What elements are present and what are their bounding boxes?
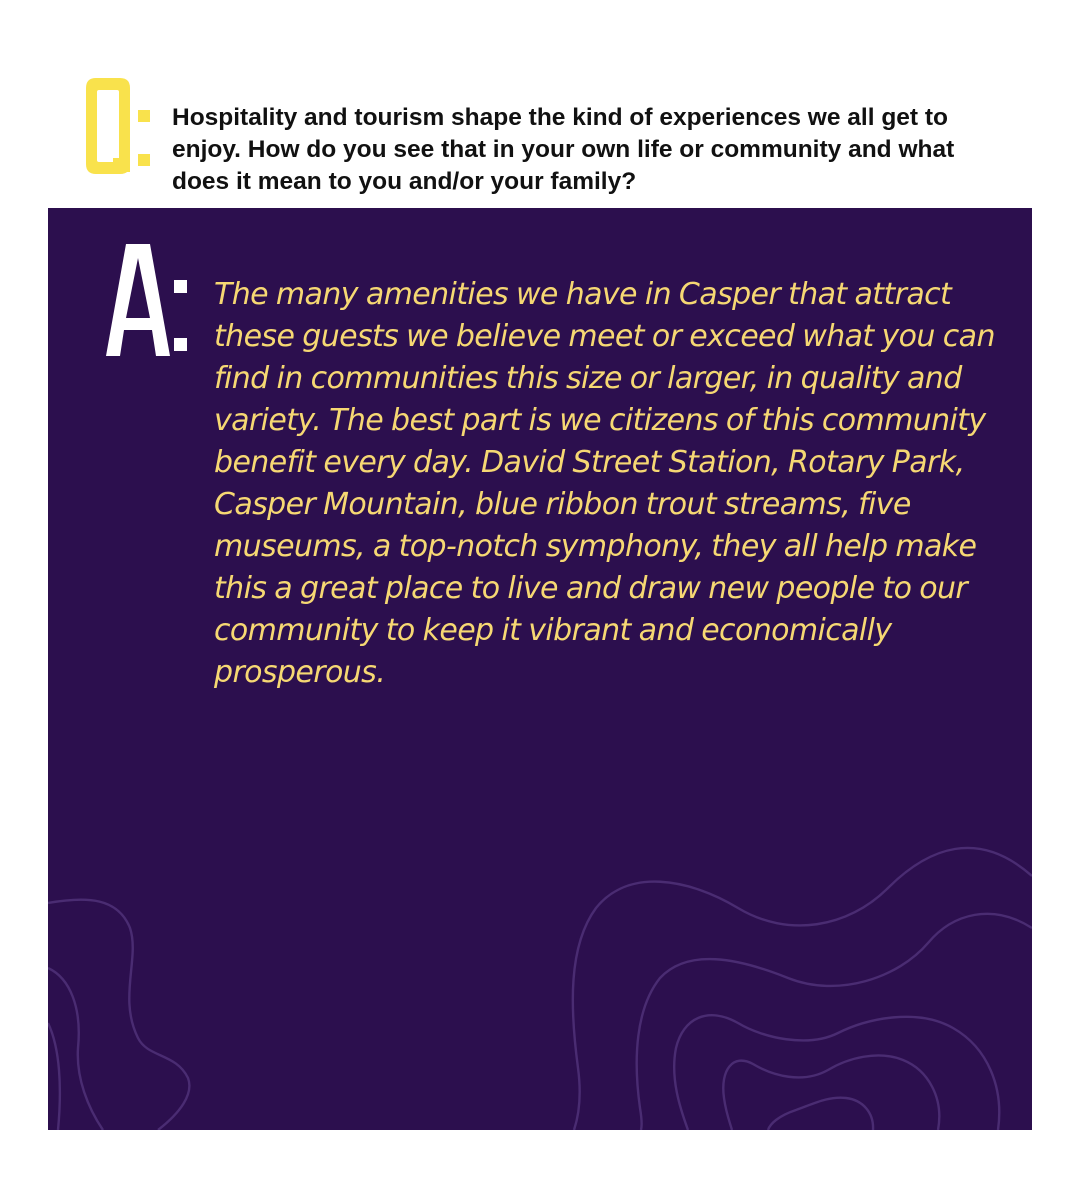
topo-line-right-1 — [573, 848, 1032, 1130]
topo-line-left-3 — [48, 1023, 60, 1130]
question-text: Hospitality and tourism shape the kind of experiences we all get to enjoy. How do you see that in your own life or community and what does it mean to you and/or your family? — [172, 104, 955, 195]
a-letter-shape — [106, 244, 170, 356]
question-colon-bottom — [138, 154, 150, 166]
answer-panel — [48, 208, 1032, 1130]
answer-colon-top — [174, 280, 187, 293]
question-q-letter — [86, 78, 130, 174]
q-letter-tail — [113, 158, 130, 172]
answer-colon-bottom — [174, 338, 187, 351]
topo-line-left-1 — [48, 900, 189, 1130]
topo-line-right-3 — [674, 1015, 999, 1130]
question-colon-top — [138, 110, 150, 122]
topo-line-right-4 — [723, 1055, 939, 1130]
answer-text: The many amenities we have in Casper that attract these guests we believe meet or exceed what you can find in communities this size or larger, in quality and variety. The best part is we citizens of this community benefit every day. David Street Station, Rotary Park, Casper Mountain, blue ribbon trout streams, five museums, a top-notch symphony, they all help make this a great place to live and draw new people to our community to keep it vibrant and economically prosperous. — [214, 277, 995, 690]
answer-a-letter — [106, 244, 170, 356]
topo-line-right-5 — [768, 1098, 873, 1130]
